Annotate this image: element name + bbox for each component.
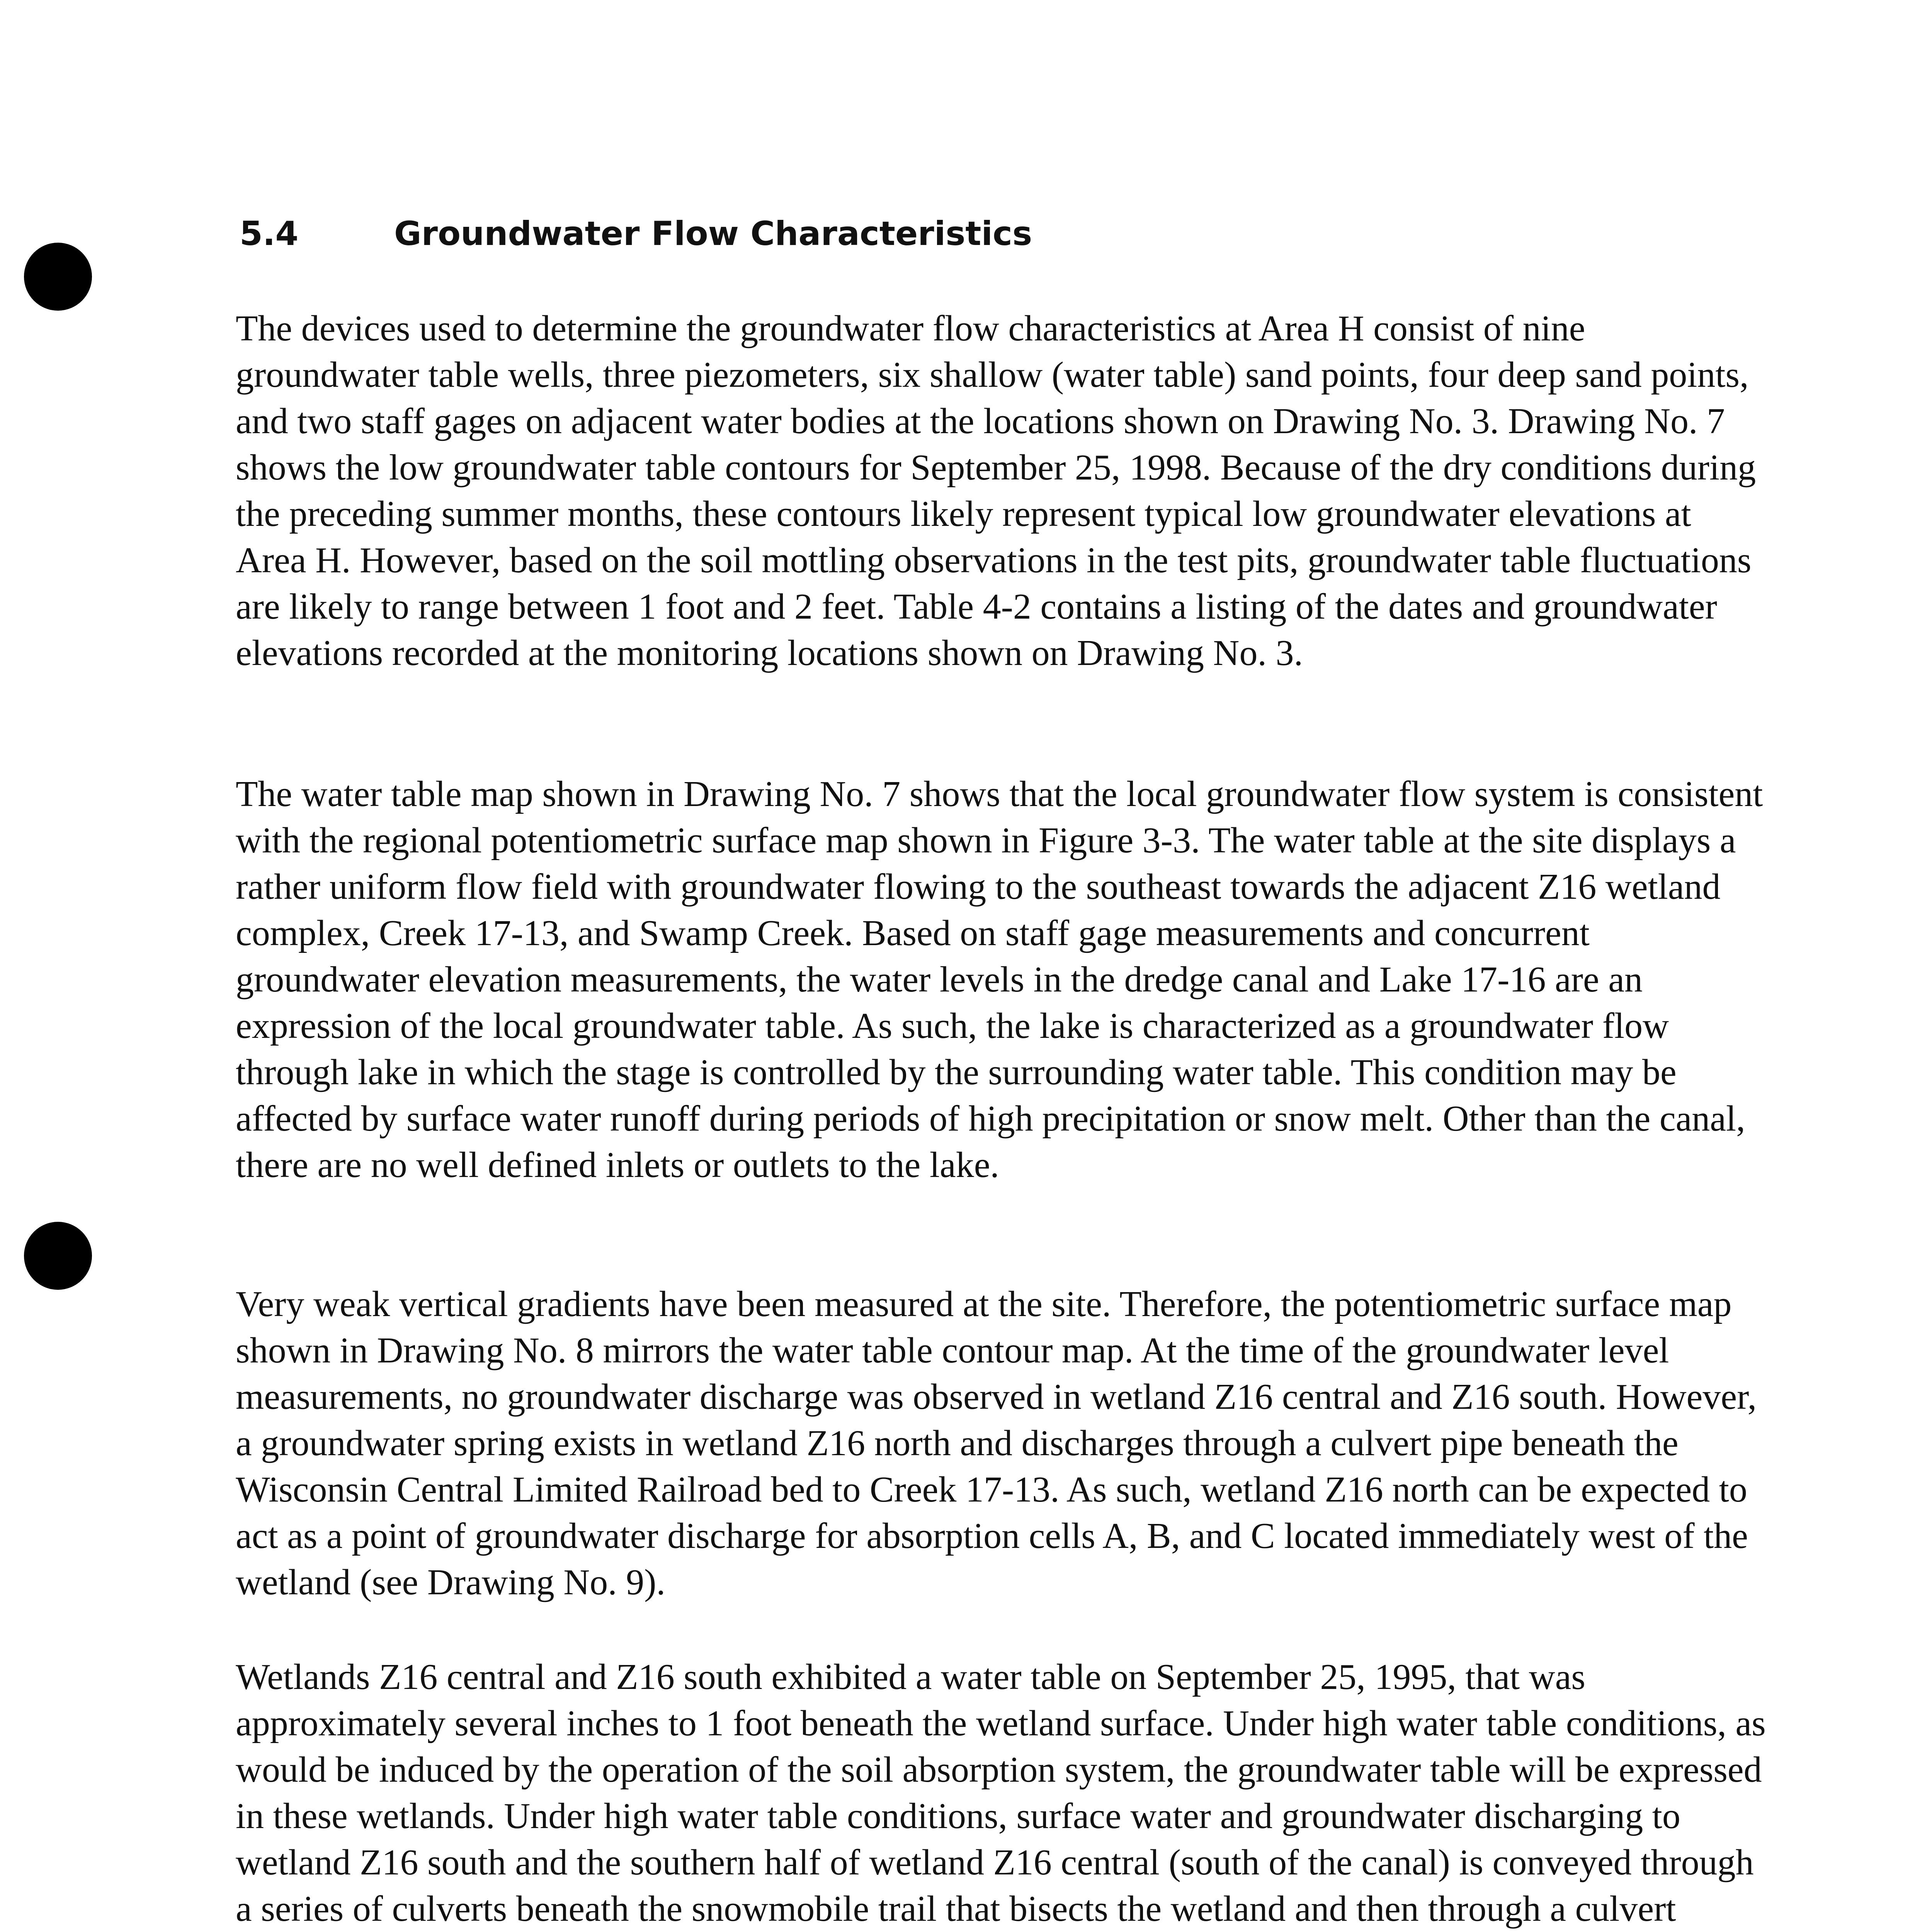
paragraph-text: The water table map shown in Drawing No. 7 shows that the local groundwater flow system is consistent with the regional potentiometric surface map shown in Figure 3-3. The water table at the site displays a rather uniform flow field with groundwater flowing to the southeast towards the adjacent Z16 wetland complex, Creek 17-13, and Swamp Creek. Based on staff gage measurements and concurrent groundwater elevation measurements, the water levels in the dredge canal and Lake 17-16 are an expression of the local groundwater table. As such, the lake is characterized as a groundwater flow through lake in which the stage is controlled by the surrounding water table. This condition may be affected by surface water runoff during periods of high precipitation or snow melt. Other than the canal, there are no well defined inlets or outlets to the lake. [236,774,1763,1185]
paragraph-text: Wetlands Z16 central and Z16 south exhibited a water table on September 25, 1995, that was approximately several inches to 1 foot beneath the wetland surface. Under high water table conditions, as would be induced by the operation of the soil absorption system, the groundwater table will be expressed in these wetlands. Under high water table conditions, surface water and groundwater discharging to wetland Z16 south and the southern half of wetland Z16 central (south of the canal) is conveyed through a series of culverts beneath the snowmobile trail that bisects the wetland and then through a culvert [236,1657,1766,1929]
punch-hole-middle [24,1222,92,1290]
section-number: 5.4 [240,214,299,253]
paragraph-4 [236,1654,1766,1932]
paragraph-3 [236,1281,1766,1605]
paragraph-text: Very weak vertical gradients have been measured at the site. Therefore, the potentiometric surface map shown in Drawing No. 8 mirrors the water table contour map. At the time of the groundwater level measurements, no groundwater discharge was observed in wetland Z16 central and Z16 south. However, a groundwater spring exists in wetland Z16 north and discharges through a culvert pipe beneath the Wisconsin Central Limited Railroad bed to Creek 17-13. As such, wetland Z16 north can be expected to act as a point of groundwater discharge for absorption cells A, B, and C located immediately west of the wetland (see Drawing No. 9). [236,1284,1757,1602]
section-heading [240,214,1032,253]
paragraph-2 [236,771,1766,1188]
punch-hole-top [24,243,92,311]
paragraph-text: The devices used to determine the groundwater flow characteristics at Area H consist of nine groundwater table wells, three piezometers, six shallow (water table) sand points, four deep sand points, and two staff gages on adjacent water bodies at the locations shown on Drawing No. 3. Drawing No. 7 shows the low groundwater table contours for September 25, 1998. Because of the dry conditions during the preceding summer months, these contours likely represent typical low groundwater elevations at Area H. However, based on the soil mottling observations in the test pits, groundwater table fluctuations are likely to range between 1 foot and 2 feet. Table 4-2 contains a listing of the dates and groundwater elevations recorded at the monitoring locations shown on Drawing No. 3. [236,308,1756,673]
section-title: Groundwater Flow Characteristics [394,214,1032,253]
paragraph-1 [236,305,1766,676]
